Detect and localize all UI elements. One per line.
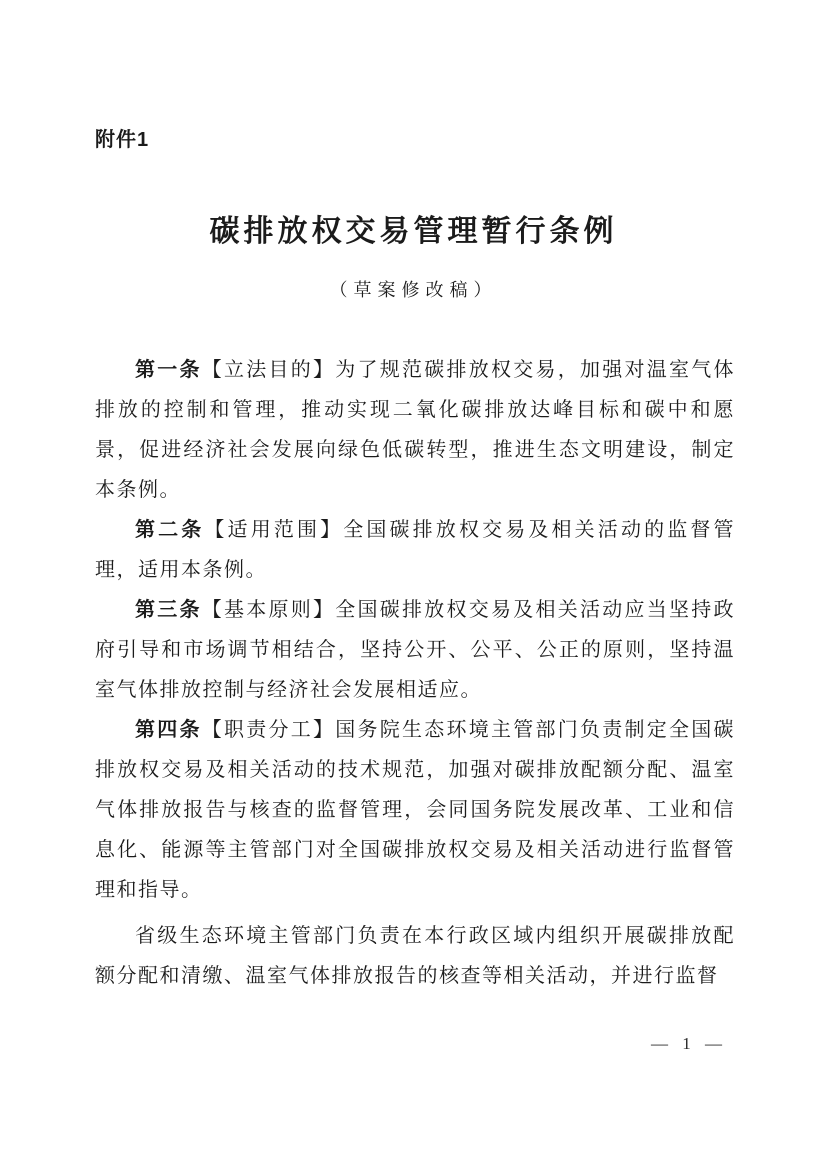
document-title: 碳排放权交易管理暂行条例 xyxy=(209,215,618,248)
article-4-continuation-text: 省级生态环境主管部门负责在本行政区域内组织开展碳排放配额分配和清缴、温室气体排放报告的核查等相关活动，并进行监督 xyxy=(95,925,735,987)
document-subtitle: （草案修改稿） xyxy=(329,280,498,300)
article-2-number: 第二条 xyxy=(135,519,205,541)
article-1-number: 第一条 xyxy=(135,359,202,381)
article-2-text: 全国碳排放权交易及相关活动的监督管理，适用本条例。 xyxy=(95,519,736,581)
article-1-text: 为了规范碳排放权交易，加强对温室气体排放的控制和管理，推动实现二氧化碳排放达峰目标和碳中和愿景，促进经济社会发展向绿色低碳转型，推进生态文明建设，制定本条例。 xyxy=(95,359,735,501)
article-1-heading: 【立法目的】 xyxy=(201,359,336,381)
paragraph-article-1 xyxy=(95,350,735,510)
article-4-number: 第四条 xyxy=(135,719,202,741)
article-3-number: 第三条 xyxy=(135,599,202,621)
document-body xyxy=(95,350,735,996)
page-number: — 1 — xyxy=(651,1034,722,1053)
article-2-heading: 【适用范围】 xyxy=(204,519,344,541)
paragraph-article-2 xyxy=(95,510,735,590)
paragraph-article-3 xyxy=(95,590,735,710)
article-3-heading: 【基本原则】 xyxy=(201,599,336,621)
paragraph-article-4-continuation xyxy=(95,916,735,996)
article-4-text: 国务院生态环境主管部门负责制定全国碳排放权交易及相关活动的技术规范，加强对碳排放配额分配、温室气体排放报告与核查的监督管理，会同国务院发展改革、工业和信息化、能源等主管部门对全国碳排放权交易及相关活动进行监督管理和指导。 xyxy=(95,719,735,901)
paragraph-article-4 xyxy=(95,710,735,910)
article-3-text: 全国碳排放权交易及相关活动应当坚持政府引导和市场调节相结合，坚持公开、公平、公正的原则，坚持温室气体排放控制与经济社会发展相适应。 xyxy=(95,599,735,701)
article-4-heading: 【职责分工】 xyxy=(201,719,336,741)
attachment-label: 附件1 xyxy=(95,129,150,151)
